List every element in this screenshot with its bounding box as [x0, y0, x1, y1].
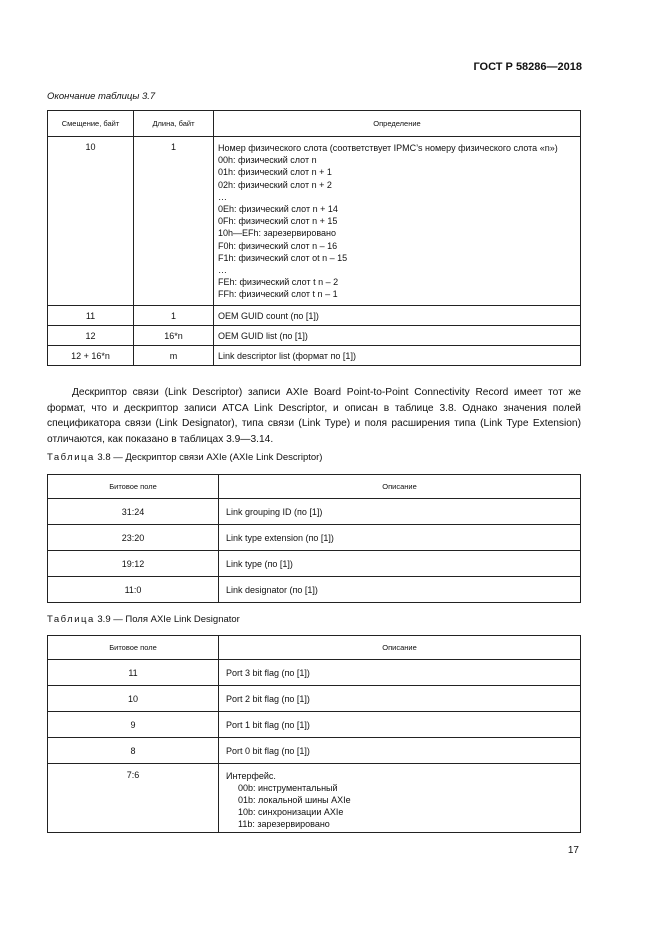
table-row: [48, 686, 581, 712]
cell-bitfield: 31:24: [48, 499, 219, 525]
definition-line: 0Fh: физический слот n + 15: [218, 216, 338, 227]
caption-text: 3.9 — Поля AXIe Link Designator: [97, 614, 240, 625]
table-row: [48, 738, 581, 764]
definition-line: F0h: физический слот n – 16: [218, 240, 338, 251]
cell-description: Link designator (по [1]): [219, 577, 581, 603]
table-row: [48, 712, 581, 738]
table-3-8-caption: [47, 452, 322, 463]
table-3-8: [47, 474, 581, 603]
cell-description: Port 3 bit flag (по [1]): [219, 660, 581, 686]
column-header-description: Описание: [219, 475, 581, 499]
table-row: [48, 345, 581, 365]
table-3-7: [47, 110, 581, 366]
cell-definition: Link descriptor list (формат по [1]): [214, 345, 581, 365]
cell-description: Link type (по [1]): [219, 551, 581, 577]
table-row: [48, 305, 581, 325]
table-row: [48, 551, 581, 577]
table-header-row: [48, 475, 581, 499]
column-header-length: Длина, байт: [134, 111, 214, 137]
definition-line: FFh: физический слот t n – 1: [218, 289, 338, 300]
definition-line: 00h: физический слот n: [218, 155, 317, 166]
caption-label: Таблица: [47, 614, 95, 625]
definition-line: 01h: физический слот n + 1: [218, 167, 332, 178]
table-row: [48, 325, 581, 345]
column-header-bitfield: Битовое поле: [48, 636, 219, 660]
cell-offset: 12: [48, 325, 134, 345]
caption-text: 3.8 — Дескриптор связи AXIe (AXIe Link Descriptor): [97, 452, 323, 463]
cell-bitfield: 11:0: [48, 577, 219, 603]
definition-line: 10h—EFh: зарезервировано: [218, 228, 336, 239]
description-line: 00b: инструментальный: [238, 783, 338, 793]
cell-description: Port 0 bit flag (по [1]): [219, 738, 581, 764]
cell-description: Port 1 bit flag (по [1]): [219, 712, 581, 738]
table-3-9-caption: [47, 614, 240, 625]
definition-line: 0Eh: физический слот n + 14: [218, 204, 338, 215]
definition-line: …: [218, 265, 227, 276]
table-row: [48, 525, 581, 551]
table-row: [48, 499, 581, 525]
body-paragraph: Дескриптор связи (Link Descriptor) записи AXIe Board Point-to-Point Connectivity Record имеет тот же формат, что и дескриптор записи ATCA Link Descriptor, и описан в таблице 3.8. Однако значения полей спецификатора связи (Link Designator), типа связи (Link Type) и поля расширения типа (Link Type Extension) отличаются, как показано в таблицах 3.9—3.14.: [47, 387, 581, 445]
table-row: [48, 137, 581, 306]
table-3-7-caption: Окончание таблицы 3.7: [47, 91, 156, 102]
cell-bitfield: 11: [48, 660, 219, 686]
column-header-offset: Смещение, байт: [48, 111, 134, 137]
description-line: 11b: зарезервировано: [238, 819, 330, 829]
cell-description: Link grouping ID (по [1]): [219, 499, 581, 525]
cell-description: Link type extension (по [1]): [219, 525, 581, 551]
definition-line: F1h: физический слот ot n – 15: [218, 252, 348, 263]
cell-offset: 12 + 16*n: [48, 345, 134, 365]
definition-line: …: [218, 191, 227, 202]
cell-length: 16*n: [134, 325, 214, 345]
definition-line: FEh: физический слот t n – 2: [218, 277, 339, 288]
cell-bitfield: 23:20: [48, 525, 219, 551]
table-row: [48, 764, 581, 833]
column-header-definition: Определение: [214, 111, 581, 137]
description-line: 01b: локальной шины AXIe: [238, 795, 351, 805]
description-title: Интерфейс.: [226, 771, 276, 781]
caption-label: Таблица: [47, 452, 95, 463]
cell-length: 1: [134, 137, 214, 306]
cell-bitfield: 19:12: [48, 551, 219, 577]
cell-length: m: [134, 345, 214, 365]
table-header-row: [48, 636, 581, 660]
cell-length: 1: [134, 305, 214, 325]
column-header-description: Описание: [219, 636, 581, 660]
table-row: [48, 577, 581, 603]
page-number: 17: [567, 845, 579, 856]
table-row: [48, 660, 581, 686]
cell-bitfield: 10: [48, 686, 219, 712]
cell-description: Port 2 bit flag (по [1]): [219, 686, 581, 712]
table-3-9: [47, 635, 581, 833]
cell-definition: OEM GUID list (по [1]): [214, 325, 581, 345]
cell-offset: 10: [48, 137, 134, 306]
column-header-bitfield: Битовое поле: [48, 475, 219, 499]
cell-bitfield: 8: [48, 738, 219, 764]
definition-line: Номер физического слота (соответствует IPMC’s номеру физического слота «n»): [218, 143, 558, 153]
description-line: 10b: синхронизации AXIe: [238, 807, 344, 817]
cell-offset: 11: [48, 305, 134, 325]
table-header-row: [48, 111, 581, 137]
cell-bitfield: 9: [48, 712, 219, 738]
document-header: ГОСТ Р 58286—2018: [473, 61, 582, 73]
cell-bitfield: 7:6: [48, 764, 219, 833]
cell-definition: [214, 137, 581, 306]
definition-line: 02h: физический слот n + 2: [218, 179, 332, 190]
cell-description: [219, 764, 581, 833]
cell-definition: OEM GUID count (по [1]): [214, 305, 581, 325]
